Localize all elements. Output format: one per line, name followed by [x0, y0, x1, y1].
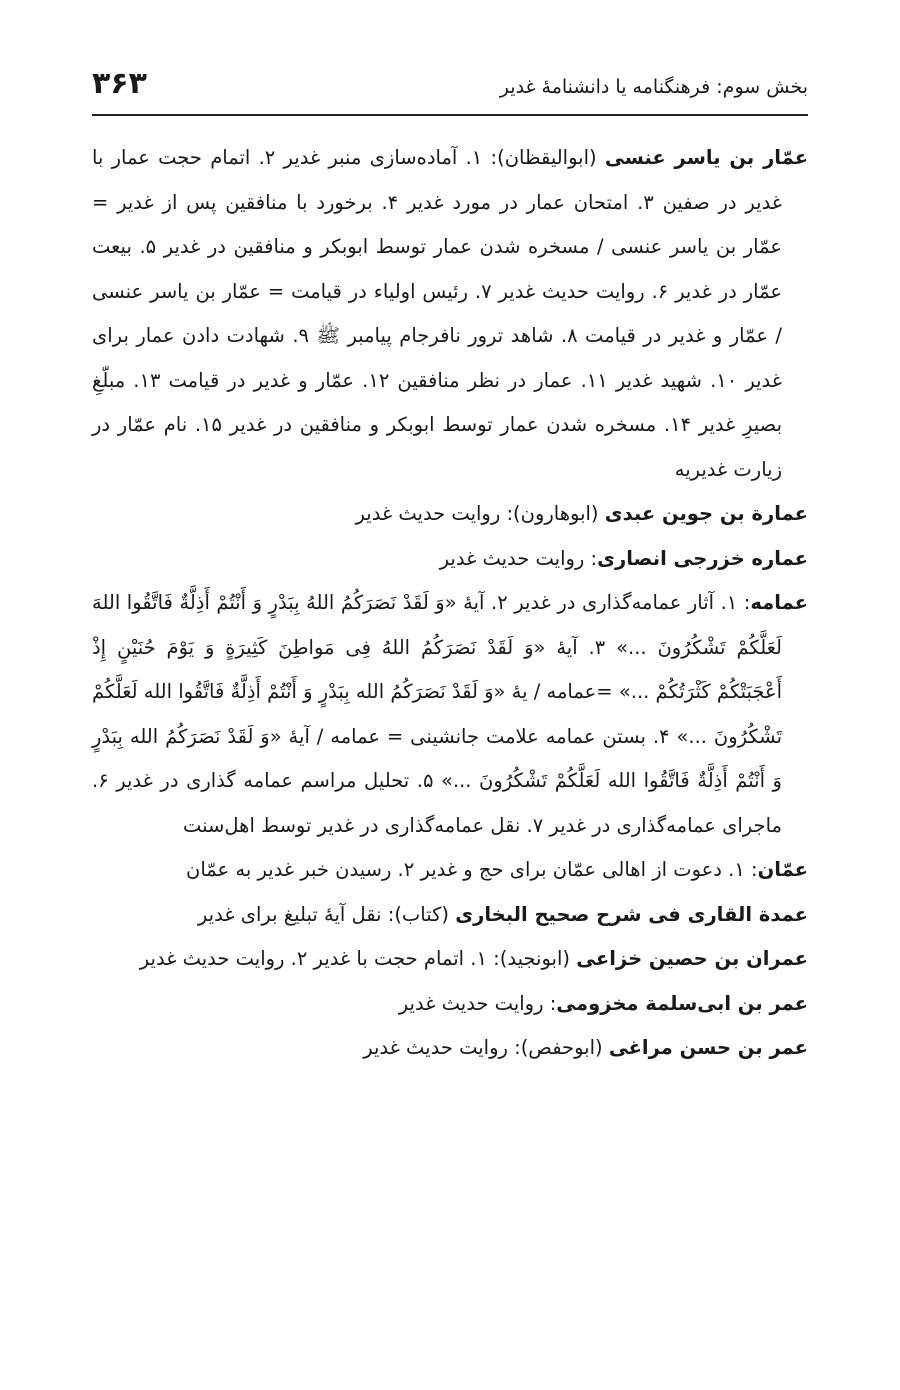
entry-term: عمّان: [757, 858, 808, 881]
entry-term: عمران بن حصین خزاعی: [576, 947, 808, 970]
entry-body: (ابوحفص): روایت حدیث غدیر: [363, 1036, 609, 1059]
page-number: ۳۶۳: [92, 66, 147, 101]
glossary-entry: [92, 937, 808, 982]
entry-body: : ۱. آثار عمامه‌گذاری در غدیر ۲. آیهٔ «وَ لَقَدْ نَصَرَکُمُ اللهُ بِبَدْرٍ وَ أَنْتُمْ أَذِلَّةٌ فَاتَّقُوا اللهَ لَعَلَّکُمْ تَشْکُرُونَ ...» ۳. آیهٔ «وَ لَقَدْ نَصَرَکُمُ اللهُ فِی مَواطِنَ کَثِیرَةٍ وَ یَوْمَ حُنَیْنٍ إِذْ أَعْجَبَتْکُمْ کَثْرَتُکُمْ ...» =عمامه / یهٔ «وَ لَقَدْ نَصَرَکُمُ الله بِبَدْرٍ وَ أَنْتُمْ أَذِلَّةٌ فَاتَّقُوا الله لَعَلَّکُمْ تَشْکُرُونَ ...» ۴. بستن عمامه علامت جانشینی = عمامه / آیهٔ «وَ لَقَدْ نَصَرَکُمُ الله بِبَدْرٍ وَ أَنْتُمْ أَذِلَّةٌ فَاتَّقُوا الله لَعَلَّکُمْ تَشْکُرُونَ ...» ۵. تحلیل مراسم عمامه گذاری در غدیر ۶. ماجرای عمامه‌گذاری در غدیر ۷. نقل عمامه‌گذاری در غدیر توسط اهل‌سنت: [92, 591, 783, 837]
entry-term: عمارة بن جوین عبدی: [604, 502, 808, 525]
running-title: بخش سوم: فرهنگنامه یا دانشنامهٔ غدیر: [499, 76, 808, 98]
entry-body: (ابوالیقظان): ۱. آماده‌سازی منبر غدیر ۲. اتمام حجت عمار با غدیر در صفین ۳. امتحان عمار در مورد غدیر ۴. برخورد با منافقین پس از غدیر = عمّار بن یاسر عنسی / مسخره شدن عمار توسط ابوبکر و منافقین در غدیر ۵. بیعت عمّار در غدیر ۶. روایت حدیث غدیر ۷. رئیس اولیاء در قیامت = عمّار بن یاسر عنسی / عمّار و غدیر در قیامت ۸. شاهد ترور نافرجام پیامبر ﷺ ۹. شهادت دادن عمار برای غدیر ۱۰. شهید غدیر ۱۱. عمار در نظر منافقین ۱۲. عمّار و غدیر در قیامت ۱۳. مبلّغِ بصیرِ غدیر ۱۴. مسخره شدن عمار توسط ابوبکر و منافقین در غدیر ۱۵. نام عمّار در زیارت غدیریه: [92, 146, 783, 481]
entry-term: عمّار بن یاسر عنسی: [604, 146, 809, 169]
glossary-entry: [92, 982, 808, 1027]
glossary-entry: [92, 492, 808, 537]
glossary-entry: [92, 848, 808, 893]
entry-term: عمر بن ابی‌سلمة مخزومی: [556, 991, 808, 1015]
entry-body: : روایت حدیث غدیر: [398, 991, 557, 1015]
entry-body: (ابونجید): ۱. اتمام حجت با غدیر ۲. روایت حدیث غدیر: [139, 947, 577, 970]
entry-term: عمدة القاری فی شرح صحیح البخاری: [455, 902, 808, 926]
entry-term: عمامه: [750, 591, 808, 614]
running-header: [92, 62, 808, 116]
glossary-entry: [92, 581, 808, 848]
glossary-entry: [92, 1026, 808, 1071]
entry-body: : روایت حدیث غدیر: [439, 546, 598, 570]
glossary-entry: [92, 893, 808, 938]
entry-body: (کتاب): نقل آیهٔ تبلیغ برای غدیر: [197, 902, 456, 926]
glossary-entries: [92, 136, 808, 1071]
entry-term: عماره خزرجی انصاری: [597, 546, 808, 570]
glossary-entry: [92, 537, 808, 582]
entry-body: (ابوهارون): روایت حدیث غدیر: [355, 502, 605, 525]
entry-term: عمر بن حسن مراغی: [608, 1036, 808, 1059]
glossary-entry: [92, 136, 808, 492]
entry-body: : ۱. دعوت از اهالی عمّان برای حج و غدیر ۲. رسیدن خبر غدیر به عمّان: [186, 858, 758, 881]
